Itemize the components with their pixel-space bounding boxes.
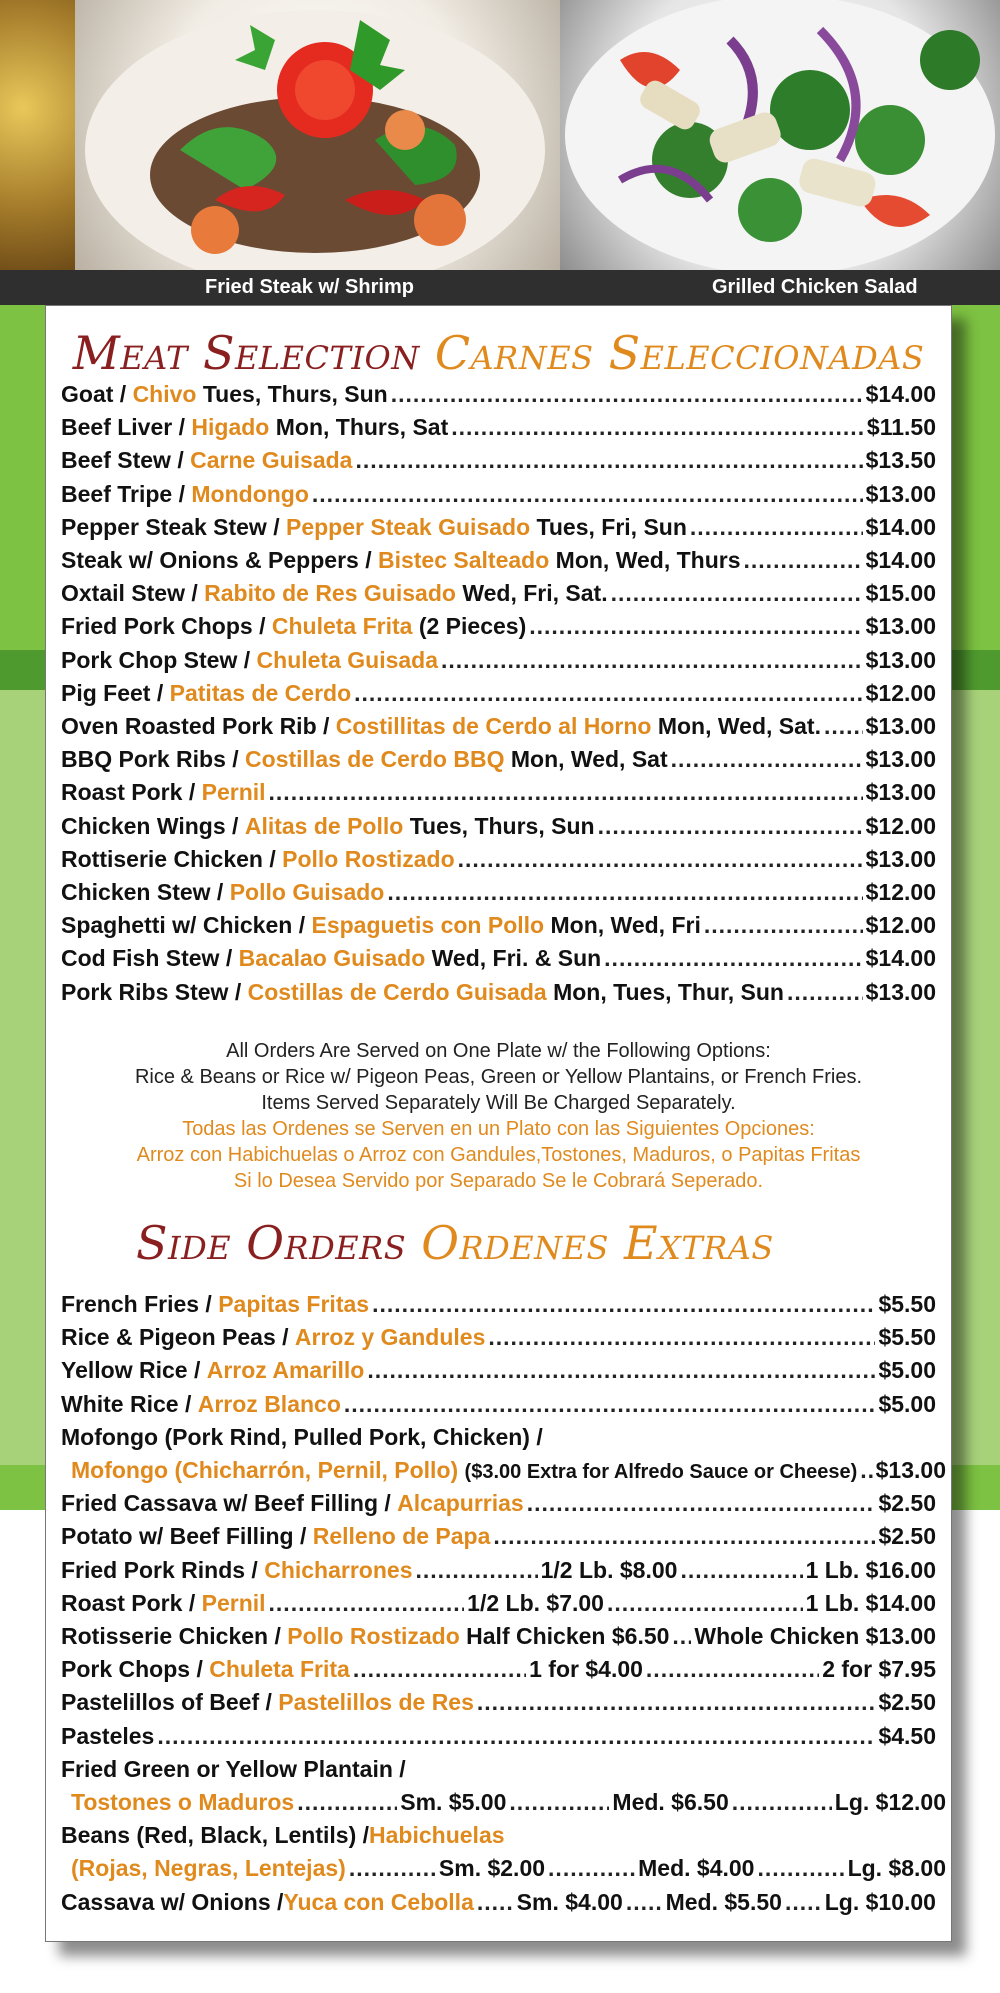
side-item [61, 1822, 936, 1854]
item-name-es: Costillas de Cerdo Guisada [247, 978, 547, 1005]
meat-title-es: Carnes Seleccionadas [434, 326, 925, 380]
item-price: Lg. $10.00 [824, 1888, 936, 1915]
menu-item: Pig Feet / Patitas de Cerdo ..... $12.00 [61, 680, 936, 712]
item-name-en: French Fries [61, 1291, 200, 1317]
item-name-en: White Rice [61, 1390, 179, 1417]
item-name-en: Cod Fish Stew [61, 945, 220, 972]
item-name-es: Costillas de Cerdo BBQ [245, 746, 505, 773]
side-item: Pastelillos of Beef / Pastelillos de Res ..... $2.50 [61, 1689, 936, 1721]
item-name-es: Pastelillos de Res [278, 1689, 474, 1716]
dot-leader [598, 813, 863, 840]
dot-leader [344, 1391, 876, 1418]
dot-leader [860, 1457, 872, 1484]
dot-leader [477, 1689, 876, 1716]
item-name-es: (Rojas, Negras, Lentejas) [71, 1855, 346, 1882]
item-name-es: Arroz y Gandules [294, 1324, 486, 1351]
item-price: $13.00 [865, 646, 936, 673]
item-name-es: Chuleta Guisada [256, 646, 439, 673]
item-name-en: Pork Chop Stew [61, 646, 238, 673]
photo-header [0, 0, 1000, 305]
item-name-es: Rabito de Res Guisado [204, 580, 456, 607]
note-es-3: Si lo Desea Servido por Separado Se le Cobrará Seperado. [233, 1170, 764, 1192]
item-price: Whole Chicken $13.00 [694, 1623, 936, 1649]
item-name-es: Mofongo (Chicharrón, Pernil, Pollo) [71, 1457, 459, 1483]
dot-leader [488, 1324, 875, 1351]
menu-item: Pepper Steak Stew / Pepper Steak Guisado Tues, Fri, Sun ..... $14.00 [61, 514, 936, 546]
item-name-es: Chuleta Frita [271, 613, 413, 640]
item-name-en: Roast Pork [61, 779, 183, 806]
item-price-small: Sm. $2.00 [438, 1855, 546, 1882]
item-name-es: Arroz Blanco [197, 1390, 341, 1417]
item-price: $13.00 [865, 480, 936, 507]
item-name-es: Tostones o Maduros [71, 1789, 295, 1815]
item-price: Lg. $8.00 [847, 1855, 946, 1882]
note-es-2: Arroz con Habichuelas o Arroz con Gandules,Tostones, Maduros, o Papitas Fritas [136, 1144, 861, 1166]
item-price-small: Sm. $4.00 [516, 1888, 623, 1915]
dot-leader [458, 846, 863, 873]
side-section-title [136, 1216, 936, 1270]
dot-leader [451, 414, 864, 441]
item-name-en: Oven Roasted Pork Rib [61, 713, 317, 739]
item-name-en: Mofongo (Pork Rind, Pulled Pork, Chicken) / [61, 1423, 543, 1450]
menu-item: Oxtail Stew / Rabito de Res Guisado Wed, Fri, Sat. ..... $15.00 [61, 580, 936, 612]
item-name-es: Pernil [201, 779, 266, 806]
item-name-en: Beef Stew [61, 447, 171, 474]
item-name-en: Rottiserie Chicken [61, 845, 263, 872]
item-schedule: Mon, Wed, Sat. [657, 713, 821, 739]
item-extra: Half Chicken $6.50 [466, 1623, 670, 1649]
item-price: $5.00 [878, 1390, 936, 1417]
meat-section-title [46, 326, 951, 380]
menu-item: Spaghetti w/ Chicken / Espaguetis con Pollo Mon, Wed, Fri ..... $12.00 [61, 912, 936, 944]
menu-item: Chicken Wings / Alitas de Pollo Tues, Thurs, Sun ..... $12.00 [61, 813, 936, 845]
dot-leader [355, 447, 862, 474]
menu-item: Roast Pork / Pernil ..... $13.00 [61, 779, 936, 811]
dot-leader [787, 979, 863, 1006]
dot-leader [269, 779, 863, 806]
item-price: $13.00 [865, 746, 936, 773]
note-es-1: Todas las Ordenes se Serven en un Plato con las Siguientes Opciones: [182, 1118, 815, 1140]
item-name-es: Patitas de Cerdo [169, 679, 352, 706]
item-price: Lg. $12.00 [834, 1789, 946, 1815]
dot-leader [415, 1557, 537, 1584]
item-price-medium: Med. $4.00 [638, 1855, 755, 1882]
dot-leader [671, 746, 863, 773]
side-item [71, 1789, 946, 1821]
item-price: $14.00 [865, 513, 936, 540]
item-name-es: Yuca con Cebolla [283, 1888, 474, 1915]
dot-leader [672, 1623, 691, 1650]
dot-leader [269, 1590, 465, 1617]
item-name-en: BBQ Pork Ribs [61, 746, 226, 773]
side-item: Roast Pork / Pernil ..... 1/2 Lb. $7.00 ..... 1 Lb. $14.00 [61, 1590, 936, 1622]
item-price: $11.50 [866, 414, 936, 441]
menu-item: Oven Roasted Pork Rib / Costillitas de Cerdo al Horno Mon, Wed, Sat. ..... $13.00 [61, 713, 936, 745]
item-name-en: Spaghetti w/ Chicken [61, 912, 293, 939]
menu-item: Rottiserie Chicken / Pollo Rostizado ..... $13.00 [61, 846, 936, 878]
item-name-es: Relleno de Papa [312, 1523, 491, 1550]
item-schedule: Tues, Thurs, Sun [202, 381, 388, 407]
item-name-en: Fried Pork Chops [61, 613, 253, 640]
dot-leader [387, 879, 862, 906]
item-name-en: Goat [61, 381, 114, 407]
dot-leader [548, 1855, 635, 1882]
item-name-es: Pollo Rostizado [282, 845, 455, 872]
item-name-en: Pig Feet [61, 679, 151, 706]
item-name-en: Beef Liver [61, 414, 173, 441]
item-price: $13.00 [865, 779, 936, 806]
dot-leader [477, 1889, 514, 1916]
item-name-en: Pastelillos of Beef [61, 1689, 260, 1716]
photo-caption-left: Fried Steak w/ Shrimp [205, 276, 414, 298]
item-name-es: Papitas Fritas [218, 1291, 370, 1317]
menu-item: Steak w/ Onions & Peppers / Bistec Salteado Mon, Wed, Thurs ..... $14.00 [61, 547, 936, 579]
item-price: $13.00 [865, 713, 936, 739]
item-schedule: Mon, Wed, Fri [550, 912, 701, 939]
item-name-en: Pork Ribs Stew [61, 978, 229, 1005]
item-schedule: Tues, Thurs, Sun [409, 812, 595, 839]
side-item [61, 1723, 936, 1755]
item-name-en: Chicken Wings [61, 812, 226, 839]
item-price: $15.00 [865, 580, 936, 607]
menu-item: Pork Chop Stew / Chuleta Guisada ..... $13.00 [61, 647, 936, 679]
side-item: White Rice / Arroz Blanco ..... $5.00 [61, 1391, 936, 1423]
item-name-es: Chivo [132, 381, 197, 407]
side-item [61, 1424, 936, 1456]
item-name-en: Roast Pork [61, 1589, 183, 1616]
item-price: $14.00 [865, 945, 936, 972]
photo-caption-right: Grilled Chicken Salad [712, 276, 918, 298]
dot-leader [349, 1855, 436, 1882]
dot-leader [353, 1656, 526, 1683]
item-name-en: Fried Green or Yellow Plantain / [61, 1755, 406, 1782]
item-name-es: Pernil [201, 1589, 266, 1616]
dot-leader [757, 1855, 844, 1882]
dot-leader [527, 1490, 876, 1517]
menu-item: Fried Pork Chops / Chuleta Frita (2 Pieces) ..... $13.00 [61, 613, 936, 645]
dot-leader [354, 680, 863, 707]
dot-leader [391, 381, 863, 408]
side-item: Potato w/ Beef Filling / Relleno de Papa ..... $2.50 [61, 1523, 936, 1555]
item-name-es: Chicharrones [264, 1556, 413, 1583]
item-name-en: Pepper Steak Stew [61, 513, 267, 540]
meat-title-en: Meat Selection [72, 326, 420, 380]
item-name-en: Chicken Stew [61, 879, 211, 905]
item-schedule: Tues, Fri, Sun [536, 513, 687, 540]
item-price: $13.00 [865, 613, 936, 640]
dot-leader [372, 1291, 875, 1318]
menu-item: Chicken Stew / Pollo Guisado ..... $12.00 [61, 879, 936, 911]
dot-leader [626, 1889, 663, 1916]
side-title-en: Side Orders [136, 1216, 407, 1270]
item-schedule: Mon, Wed, Thurs [555, 547, 741, 573]
dot-leader [157, 1723, 875, 1750]
item-price: $12.00 [865, 679, 936, 706]
item-name-es: Chuleta Frita [209, 1656, 350, 1683]
item-name-en: Pork Chops [61, 1656, 191, 1683]
item-price: $2.50 [878, 1523, 936, 1550]
fried-steak-shrimp-photo [75, 0, 560, 270]
note-en-1: All Orders Are Served on One Plate w/ the Following Options: [226, 1040, 771, 1062]
serving-notes [46, 1038, 951, 1194]
menu-item: Goat / Chivo Tues, Thurs, Sun ..... $14.00 [61, 381, 936, 413]
side-item: Rice & Pigeon Peas / Arroz y Gandules ..... $5.50 [61, 1324, 936, 1356]
item-name-en: Beans (Red, Black, Lentils) / [61, 1822, 370, 1849]
dot-leader [493, 1523, 875, 1550]
dot-leader [441, 647, 863, 674]
menu-item: Beef Tripe / Mondongo ..... $13.00 [61, 481, 936, 513]
dot-leader [611, 580, 863, 607]
dot-leader [367, 1357, 875, 1384]
item-name-en: Beef Tripe [61, 480, 173, 507]
dot-leader [690, 514, 863, 541]
item-name-es: Higado [191, 414, 270, 441]
side-item [61, 1756, 936, 1788]
item-price-medium: Med. $5.50 [665, 1888, 782, 1915]
item-price-medium: Med. $6.50 [612, 1789, 729, 1815]
item-name-es: Costillitas de Cerdo al Horno [335, 713, 652, 739]
menu-card [45, 305, 952, 1942]
item-name-es: Habichuelas [369, 1822, 505, 1849]
note-en-2: Rice & Beans or Rice w/ Pigeon Peas, Green or Yellow Plantains, or French Fries. [134, 1066, 862, 1088]
item-name-en: Potato w/ Beef Filling [61, 1523, 294, 1550]
pasta-photo [0, 0, 75, 270]
item-price: $12.00 [865, 912, 936, 939]
dot-leader [607, 1590, 803, 1617]
side-item: French Fries / Papitas Fritas ..... $5.50 [61, 1291, 936, 1323]
item-price-small: Sm. $5.00 [400, 1789, 507, 1815]
side-title-es: Ordenes Extras [421, 1216, 774, 1270]
dot-leader [604, 945, 862, 972]
menu-item: Beef Stew / Carne Guisada ..... $13.50 [61, 447, 936, 479]
dot-leader [646, 1656, 819, 1683]
side-item [71, 1457, 946, 1489]
item-price: $13.00 [865, 978, 936, 1005]
item-price: 1 Lb. $16.00 [805, 1556, 936, 1583]
item-name-en: Cassava w/ Onions / [61, 1888, 284, 1915]
side-item [71, 1855, 946, 1887]
item-price: 2 for $7.95 [822, 1656, 936, 1683]
item-schedule: Wed, Fri, Sat. [462, 580, 608, 607]
item-name-es: Alcapurrias [397, 1490, 524, 1517]
item-name-es: Bistec Salteado [377, 547, 550, 573]
item-name-en: Fried Cassava w/ Beef Filling [61, 1490, 378, 1517]
item-price: $5.50 [878, 1324, 936, 1351]
side-item: Pork Chops / Chuleta Frita ..... 1 for $4.00 ..... 2 for $7.95 [61, 1656, 936, 1688]
item-price: $13.00 [865, 845, 936, 872]
side-item [61, 1889, 936, 1921]
item-price-small: 1/2 Lb. $8.00 [540, 1556, 678, 1583]
item-name-en: Yellow Rice [61, 1357, 188, 1384]
item-name-es: Espaguetis con Pollo [311, 912, 545, 939]
dot-leader [732, 1789, 832, 1816]
item-name-en: Fried Pork Rinds [61, 1556, 246, 1583]
item-name-es: Carne Guisada [190, 447, 353, 474]
side-item: Fried Pork Rinds / Chicharrones ..... 1/2 Lb. $8.00 ..... 1 Lb. $16.00 [61, 1557, 936, 1589]
item-schedule: Mon, Wed, Sat [510, 746, 668, 773]
item-price: $14.00 [865, 381, 936, 407]
item-schedule: Mon, Thurs, Sat [275, 414, 449, 441]
side-item: Rotisserie Chicken / Pollo Rostizado Half Chicken $6.50 ..... Whole Chicken $13.00 [61, 1623, 936, 1655]
dot-leader [704, 912, 863, 939]
side-item: Fried Cassava w/ Beef Filling / Alcapurrias ..... $2.50 [61, 1490, 936, 1522]
item-name-en: Rice & Pigeon Peas [61, 1324, 276, 1351]
item-price: $5.50 [878, 1291, 936, 1317]
dot-leader [824, 713, 863, 740]
menu-item: Pork Ribs Stew / Costillas de Cerdo Guisada Mon, Tues, Thur, Sun ..... $13.00 [61, 979, 936, 1011]
item-name-es: Alitas de Pollo [244, 812, 404, 839]
item-name-en: Rotisserie Chicken [61, 1623, 269, 1649]
item-name-es: Mondongo [191, 480, 309, 507]
item-price-small: 1/2 Lb. $7.00 [467, 1589, 604, 1616]
item-name-en: Pasteles [61, 1722, 155, 1749]
menu-item: Beef Liver / Higado Mon, Thurs, Sat ..... $11.50 [61, 414, 936, 446]
item-schedule: (2 Pieces) [418, 613, 527, 640]
item-price-small: 1 for $4.00 [529, 1656, 643, 1683]
dot-leader [509, 1789, 609, 1816]
dot-leader [680, 1557, 802, 1584]
item-name-es: Bacalao Guisado [238, 945, 426, 972]
item-name-es: Pollo Rostizado [287, 1623, 460, 1649]
item-name-es: Pepper Steak Guisado [285, 513, 531, 540]
item-extra: ($3.00 Extra for Alfredo Sauce or Cheese) [464, 1461, 858, 1483]
dot-leader [785, 1889, 822, 1916]
item-name-es: Arroz Amarillo [206, 1357, 365, 1384]
dot-leader [744, 547, 863, 574]
item-price: $12.00 [865, 879, 936, 905]
item-price: $14.00 [865, 547, 936, 573]
dot-leader [297, 1789, 397, 1816]
item-name-es: Pollo Guisado [229, 879, 385, 905]
item-name-en: Steak w/ Onions & Peppers [61, 547, 359, 573]
menu-item: Cod Fish Stew / Bacalao Guisado Wed, Fri. & Sun ..... $14.00 [61, 945, 936, 977]
item-price: $4.50 [878, 1722, 936, 1749]
item-price: $2.50 [878, 1689, 936, 1716]
side-item: Yellow Rice / Arroz Amarillo ..... $5.00 [61, 1357, 936, 1389]
item-name-en: Oxtail Stew [61, 580, 185, 607]
item-price: $5.00 [878, 1357, 936, 1384]
item-price: $13.00 [875, 1457, 946, 1483]
item-price: $12.00 [865, 812, 936, 839]
dot-leader [529, 613, 862, 640]
item-price: $13.50 [865, 447, 936, 474]
item-price: 1 Lb. $14.00 [805, 1589, 936, 1616]
item-price: $2.50 [878, 1490, 936, 1517]
menu-item: BBQ Pork Ribs / Costillas de Cerdo BBQ Mon, Wed, Sat ..... $13.00 [61, 746, 936, 778]
note-en-3: Items Served Separately Will Be Charged Separately. [261, 1092, 736, 1114]
grilled-chicken-salad-photo [560, 0, 1000, 270]
item-schedule: Mon, Tues, Thur, Sun [553, 978, 784, 1005]
dot-leader [312, 481, 863, 508]
item-schedule: Wed, Fri. & Sun [431, 945, 602, 972]
